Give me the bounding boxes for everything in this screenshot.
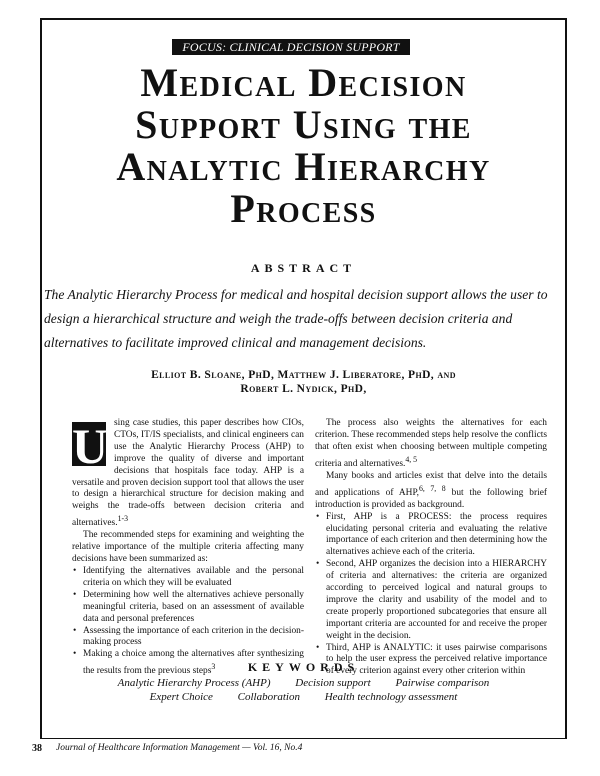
right-frame-rule [565, 18, 567, 738]
citation-ref: 1-3 [117, 514, 128, 524]
paragraph-text: but the following brief introduction is provided as background. [315, 487, 547, 510]
intro-paragraph [72, 418, 304, 530]
section-banner: FOCUS: CLINICAL DECISION SUPPORT [172, 39, 410, 55]
author-line-1: Elliot B. Sloane, PhD, Matthew J. Liberatore, PhD, and [151, 369, 456, 381]
paragraph-text: Many books and articles exist that delve into the details and applications of AHP, [315, 470, 547, 498]
steps-intro: The recommended steps for examining and weighting the relative importance of the multiple criteria affecting many decisions have been summarized as: [72, 530, 304, 565]
right-column [315, 418, 547, 678]
intro-text: sing case studies, this paper describes how CIOs, CTOs, IT/IS specialists, and clinical engineers can use the Analytic Hierarchy Process (AHP) to improve the quality of diverse and important decisions that hospitals face today. AHP is a versatile and proven decision support tool that allows the user to design a hierarchical structure for decision making and weighs the trade-offs between decision criteria and alternatives. [72, 418, 304, 529]
keywords-row-2 [42, 691, 565, 703]
right-paragraph-1 [315, 418, 547, 471]
list-item: • First, AHP is a PROCESS: the process requires elucidating personal criteria and evaluating the relative importance of each criterion and then determining how the alternatives achieve each of the criteria. [315, 512, 547, 560]
keyword: Expert Choice [149, 691, 213, 703]
citation-ref: 3 [211, 662, 216, 672]
list-item: • Determining how well the alternatives achieve personally meaningful criteria, based on an assessment of available data and personal preferences [72, 590, 304, 626]
keyword: Pairwise comparison [395, 677, 490, 689]
abstract-text: The Analytic Hierarchy Process for medical and hospital decision support allows the user to design a hierarchical structure and weigh the trade-offs between decision criteria and alternatives to facilitate improved clinical and management decisions. [44, 287, 548, 350]
keyword: Health technology assessment [324, 691, 458, 703]
keywords-row-1 [42, 677, 565, 689]
title-line: Analytic Hierarchy [116, 144, 491, 189]
top-frame-rule [40, 18, 567, 20]
ahp-points-list [315, 512, 547, 679]
left-column [72, 418, 304, 678]
list-item: • Assessing the importance of each criterion in the decision-making process [72, 626, 304, 650]
title-line: Medical Decision [140, 60, 467, 105]
article-title [42, 62, 565, 230]
page-number: 38 [32, 743, 42, 754]
list-item: • Second, AHP organizes the decision into a HIERARCHY of criteria and alternatives: the criteria are organized according to perceived logical and natural groups to improve the clarity and usability of the model and to create properly proportioned subcategories that ensure all important criteria are accounted for and receive the proper weight in the decision. [315, 559, 547, 642]
footer-rule [40, 738, 567, 739]
right-paragraph-2 [315, 471, 547, 512]
drop-cap: U [72, 418, 109, 474]
journal-citation: Journal of Healthcare Information Management — Vol. 16, No.4 [56, 743, 303, 753]
citation-ref: 4, 5 [405, 454, 418, 464]
keyword: Analytic Hierarchy Process (AHP) [117, 677, 271, 689]
list-item-text: Making a choice among the alternatives after synthesizing the results from the previous steps [83, 649, 304, 677]
citation-ref: 6, 7, 8 [418, 483, 446, 493]
keyword: Decision support [295, 677, 371, 689]
abstract-heading: ABSTRACT [250, 261, 357, 275]
list-item: • Third, AHP is ANALYTIC: it uses pairwise comparisons to help the user express the perceived relative importance of every criterion against every other criterion within [315, 643, 547, 679]
list-item: • Identifying the alternatives available and the personal criteria on which they will be evaluated [72, 566, 304, 590]
keywords-heading: KEYWORDS [247, 660, 360, 674]
author-list [42, 368, 565, 396]
author-line-2: Robert L. Nydick, PhD, [240, 383, 367, 395]
paragraph-text: The process also weights the alternatives for each criterion. These recommended steps help resolve the conflicts that often exist when choosing between multiple competing criteria and alternatives. [315, 418, 547, 469]
title-line: Process [230, 186, 377, 231]
keyword: Collaboration [237, 691, 300, 703]
title-line: Support Using the [135, 102, 472, 147]
